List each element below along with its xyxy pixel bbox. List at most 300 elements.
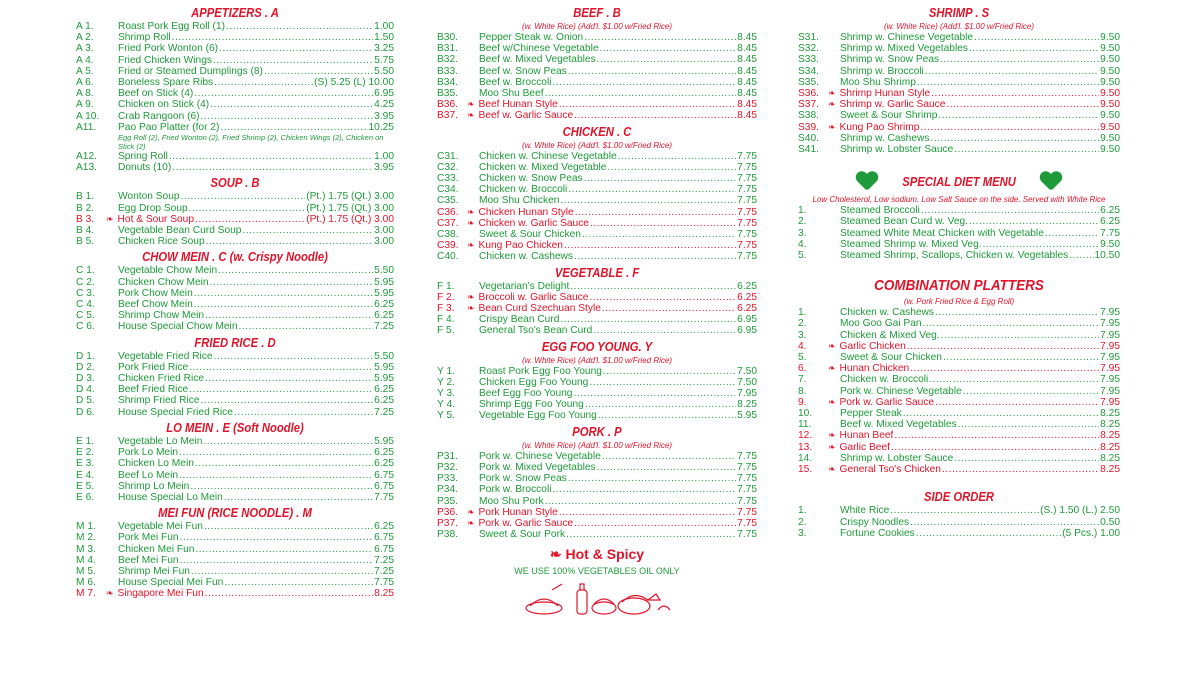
dot-leader: [593, 325, 736, 336]
menu-item: [437, 314, 757, 325]
pepper-icon: ❧: [106, 588, 114, 599]
item-price: 7.75: [737, 173, 757, 185]
item-code: F 3.: [437, 303, 455, 315]
item-name: Beef w. Broccoli: [479, 76, 552, 88]
item-name: Sweet & Sour Shrimp: [840, 110, 938, 122]
item-name: General Tso's Chicken: [839, 464, 941, 476]
item-code: B37.: [437, 110, 458, 122]
dot-leader: [894, 430, 1099, 441]
item-name: Shrimp Fried Rice: [118, 395, 200, 407]
item-name: Chicken Egg Foo Young: [479, 376, 589, 388]
item-name: Vegetarian's Delight: [479, 280, 570, 292]
item-code: M 6.: [76, 577, 96, 589]
item-code: P31.: [437, 450, 458, 462]
menu-item: [437, 281, 757, 292]
menu-item: [76, 88, 394, 99]
dot-leader: [589, 377, 736, 388]
menu-item: [76, 532, 394, 543]
item-code: C 1.: [76, 265, 95, 277]
item-price: 9.50: [1100, 121, 1120, 133]
item-price: 9.50: [1100, 65, 1120, 77]
section-friedrice: [76, 336, 394, 418]
pepper-icon: ❧: [106, 213, 114, 224]
item-code: B36.: [437, 99, 458, 111]
item-price: 7.75: [737, 484, 757, 496]
item-name: Vegetable Egg Foo Young: [479, 410, 597, 422]
item-name: Beef w/Chinese Vegetable: [479, 43, 599, 55]
item-price: 7.25: [374, 565, 394, 577]
item-price: 7.75: [737, 229, 757, 241]
item-price: 8.45: [737, 54, 757, 66]
menu-item: [798, 144, 1120, 155]
item-name: Shrimp w. Snow Peas: [840, 54, 940, 66]
dot-leader: [597, 54, 737, 65]
menu-item: [76, 277, 394, 288]
item-name: Beef w. Mixed Vegetables: [840, 419, 957, 431]
dot-leader: [205, 373, 373, 384]
item-code: B 3.: [76, 213, 95, 225]
item-name: Shrimp w. Broccoli: [840, 65, 924, 77]
item-code: C35.: [437, 195, 459, 207]
section-combo: [798, 264, 1120, 475]
menu-item: [798, 307, 1120, 318]
menu-item: [76, 577, 394, 588]
item-price: 9.50: [1100, 238, 1120, 250]
item-price: 7.75: [737, 240, 757, 252]
item-price: 8.25: [1100, 430, 1120, 442]
menu-item: [437, 240, 757, 251]
item-code: C34.: [437, 184, 459, 196]
menu-item: [798, 352, 1120, 363]
menu-item: [437, 195, 757, 206]
item-price: 6.75: [374, 532, 394, 544]
menu-item: [76, 122, 394, 133]
item-name: Pork w. Broccoli: [479, 484, 552, 496]
item-code: C40.: [437, 251, 459, 263]
hot-spicy-label: [437, 546, 757, 563]
item-price: 6.25: [374, 384, 394, 396]
item-price: 6.25: [737, 280, 757, 292]
item-name: Sweet & Sour Pork: [479, 529, 566, 541]
section-title: PORK . P: [572, 424, 622, 439]
item-price: 7.95: [1100, 318, 1120, 330]
item-price: 7.50: [737, 376, 757, 388]
menu-item: [76, 203, 394, 214]
item-price: 7.25: [374, 321, 394, 333]
dot-leader: [224, 492, 373, 503]
item-code: P38.: [437, 529, 458, 541]
dot-leader: [219, 43, 373, 54]
item-code: P33.: [437, 473, 458, 485]
item-code: 6.: [798, 363, 807, 375]
dot-leader: [189, 384, 373, 395]
dot-leader: [224, 577, 373, 588]
section-chicken: [437, 125, 757, 263]
item-name: Chicken & Mixed Veg.: [840, 329, 940, 341]
dot-leader: [916, 528, 1061, 539]
menu-item: [437, 99, 757, 110]
item-price: 7.95: [737, 388, 757, 400]
menu-item: [76, 447, 394, 458]
item-price: 6.95: [374, 88, 394, 100]
menu-item: [437, 484, 757, 495]
item-price: 6.75: [374, 469, 394, 481]
item-code: B31.: [437, 43, 458, 55]
item-code: 5.: [798, 250, 807, 262]
dot-leader: [180, 555, 374, 566]
menu-item: [437, 162, 757, 173]
item-code: C 3.: [76, 287, 95, 299]
item-code: 9.: [798, 396, 807, 408]
dot-leader: [1069, 250, 1093, 261]
menu-item: [798, 330, 1120, 341]
section-chowmein: [76, 250, 394, 332]
dot-leader: [190, 481, 373, 492]
item-price: 3.95: [374, 162, 394, 174]
pepper-icon: ❧: [467, 99, 475, 110]
menu-item: [798, 341, 1120, 352]
dot-leader: [618, 151, 737, 162]
item-note: Egg Roll (2), Fried Wonton (2), Fried Shrimp (2), Chicken Wings (2), Chicken on Stick (2): [118, 133, 384, 152]
dot-leader: [910, 363, 1099, 374]
item-name: Roast Pork Egg Roll (1): [118, 21, 226, 32]
menu-item: [76, 436, 394, 447]
dot-leader: [179, 447, 373, 458]
menu-item: [437, 292, 757, 303]
dot-leader: [194, 88, 373, 99]
menu-item: [437, 399, 757, 410]
column-left: [76, 6, 394, 603]
menu-item: [798, 408, 1120, 419]
menu-item: [798, 228, 1120, 239]
menu-item: [76, 321, 394, 332]
item-price: 8.45: [737, 32, 757, 43]
item-name: Shrimp Hunan Style: [839, 88, 931, 100]
item-name: Chicken w. Cashews: [840, 307, 934, 319]
section-pork: [437, 425, 757, 541]
dot-leader: [917, 77, 1099, 88]
item-name: Chicken Rice Soup: [118, 236, 205, 248]
dot-leader: [940, 54, 1099, 65]
item-name: Beef Chow Mein: [118, 299, 193, 311]
dot-leader: [205, 310, 373, 321]
item-code: B33.: [437, 65, 458, 77]
spacer: [798, 478, 1120, 490]
item-price: 10.25: [368, 121, 394, 133]
dot-leader: [545, 496, 737, 507]
item-code: M 2.: [76, 532, 96, 544]
item-code: 3.: [798, 329, 807, 341]
hot-spicy-legend: [437, 546, 757, 576]
item-price: 7.95: [1100, 329, 1120, 341]
item-code: P36.: [437, 506, 458, 518]
menu-item: [76, 151, 394, 162]
menu-item: [437, 303, 757, 314]
item-price: 7.25: [374, 406, 394, 418]
item-name: Beef Egg Foo Young: [479, 388, 573, 400]
pepper-icon: ❧: [467, 506, 475, 517]
dot-leader: [943, 352, 1099, 363]
item-code: P32.: [437, 461, 458, 473]
dot-leader: [942, 464, 1099, 475]
menu-item: [437, 496, 757, 507]
section-title: SOUP . B: [210, 176, 260, 191]
menu-item: [76, 299, 394, 310]
item-price: 7.95: [1100, 385, 1120, 397]
section-meifun: [76, 506, 394, 599]
item-code: C39.: [437, 240, 459, 252]
item-code: 2.: [798, 318, 807, 330]
item-price: 7.75: [374, 577, 394, 589]
section-title: FRIED RICE . D: [194, 335, 276, 350]
item-price: 6.25: [374, 299, 394, 311]
item-name: Pepper Steak w. Onion: [479, 32, 584, 43]
item-code: S31.: [798, 32, 819, 43]
dot-leader: [603, 366, 736, 377]
menu-item: [76, 521, 394, 532]
item-code: 14.: [798, 452, 813, 464]
menu-item: [437, 529, 757, 540]
section-title: EGG FOO YOUNG. Y: [541, 339, 653, 354]
item-code: F 1.: [437, 280, 455, 292]
section-title: CHOW MEIN . C (w. Crispy Noodle): [142, 250, 328, 265]
item-name: Chicken w. Broccoli: [840, 374, 929, 386]
item-name: Shrimp w. Mixed Vegetables: [840, 43, 968, 55]
dot-leader: [172, 32, 374, 43]
item-name: Roast Pork Egg Foo Young: [479, 365, 602, 377]
item-code: S34.: [798, 65, 819, 77]
item-code: E 4.: [76, 469, 95, 481]
menu-item: [76, 373, 394, 384]
menu-item: [76, 555, 394, 566]
item-price: 9.50: [1100, 76, 1120, 88]
item-code: 4.: [798, 340, 807, 352]
menu-item: [76, 544, 394, 555]
item-code: M 1.: [76, 521, 96, 533]
menu-item: [798, 43, 1120, 54]
item-code: C33.: [437, 173, 459, 185]
section-eggfooyoung: [437, 340, 757, 422]
item-price: 7.75: [737, 206, 757, 218]
dot-leader: [907, 341, 1099, 352]
item-name: Shrimp w. Cashews: [840, 132, 930, 144]
item-code: 1.: [798, 205, 807, 217]
item-price: 6.25: [1100, 205, 1120, 217]
item-name: Beef on Stick (4): [118, 88, 194, 100]
menu-item: [76, 362, 394, 373]
item-name: Pork Fried Rice: [118, 361, 189, 373]
menu-item: [798, 397, 1120, 408]
menu-item: [76, 458, 394, 469]
menu-item: [437, 88, 757, 99]
item-name: Pork w. Chinese Vegetable: [479, 450, 601, 462]
item-name: Beef Mei Fun: [118, 554, 179, 566]
pepper-icon: ❧: [828, 396, 836, 407]
menu-item: [798, 54, 1120, 65]
section-shrimp: [798, 6, 1120, 155]
item-code: S37.: [798, 99, 819, 111]
dot-leader: [552, 484, 736, 495]
dot-leader: [600, 43, 737, 54]
menu-item: [798, 430, 1120, 441]
pepper-icon: ❧: [828, 430, 836, 441]
item-price: 7.75: [737, 184, 757, 196]
item-price: 7.75: [737, 495, 757, 507]
item-name: Steamed Shrimp, Scallops, Chicken w. Vegetables: [840, 250, 1069, 262]
dot-leader: [564, 240, 736, 251]
dot-leader: [969, 43, 1099, 54]
item-code: 1.: [798, 505, 807, 517]
item-price: 9.50: [1100, 132, 1120, 144]
dot-leader: [584, 32, 736, 43]
menu-item: [76, 55, 394, 66]
item-code: P34.: [437, 484, 458, 496]
menu-item: [76, 588, 394, 599]
item-name: Vegetable Mei Fun: [118, 521, 203, 533]
dot-leader: [935, 307, 1099, 318]
item-code: A13.: [76, 162, 97, 174]
item-price: (Pt.) 1.75 (Qt.) 3.00: [306, 191, 394, 203]
section-title: SIDE ORDER: [923, 490, 995, 505]
item-code: C32.: [437, 161, 459, 173]
dot-leader: [963, 386, 1099, 397]
item-price: 7.95: [1100, 374, 1120, 386]
section-subtitle: (w. White Rice) (Add'l. $1.00 w/Fried Rice): [521, 355, 672, 365]
item-code: 5.: [798, 352, 807, 364]
menu-item: [798, 386, 1120, 397]
diet-icons: [798, 172, 1120, 192]
menu-item: [798, 110, 1120, 121]
item-code: S36.: [798, 88, 819, 100]
item-price: 5.95: [374, 287, 394, 299]
item-name: House Special Chow Mein: [118, 321, 238, 333]
dot-leader: [552, 77, 736, 88]
item-price: (Pt.) 1.75 (Qt.) 3.00: [306, 213, 394, 225]
menu-item: [76, 225, 394, 236]
item-price: 7.95: [1100, 363, 1120, 375]
menu-item: [437, 110, 757, 121]
dot-leader: [903, 408, 1099, 419]
menu-item: [76, 21, 394, 32]
dot-leader: [226, 21, 373, 32]
pepper-icon: ❧: [467, 517, 475, 528]
menu-item: [76, 351, 394, 362]
item-name: Moo Shu Chicken: [479, 195, 560, 207]
item-code: A 5.: [76, 65, 94, 77]
section-subtitle: (w. Pork Fried Rice & Egg Roll): [903, 297, 1015, 307]
dot-leader: [205, 588, 374, 599]
item-price: 7.75: [737, 150, 757, 162]
dot-leader: [194, 288, 373, 299]
item-name: Pork w. Garlic Sauce: [839, 396, 935, 408]
menu-item: [76, 384, 394, 395]
item-price: 6.25: [374, 458, 394, 470]
menu-item: [76, 395, 394, 406]
dot-leader: [189, 362, 373, 373]
item-code: C36.: [437, 206, 459, 218]
menu-item: [437, 366, 757, 377]
item-price: 7.75: [737, 450, 757, 462]
column-middle: [437, 6, 757, 618]
dot-leader: [574, 518, 736, 529]
item-name: Beef Lo Mein: [118, 469, 179, 481]
item-price: (S) 5.25 (L) 10.00: [314, 77, 394, 89]
item-code: E 3.: [76, 458, 95, 470]
item-price: 5.95: [737, 410, 757, 422]
item-name: Beef w. Garlic Sauce: [478, 110, 574, 122]
pepper-icon: ❧: [828, 340, 836, 351]
item-price: 3.95: [374, 110, 394, 122]
item-name: Hunan Chicken: [839, 363, 910, 375]
menu-item: [76, 111, 394, 122]
item-code: C 5.: [76, 310, 95, 322]
section-vegetable: [437, 266, 757, 337]
item-code: Y 2.: [437, 376, 455, 388]
item-name: Hot & Sour Soup: [117, 213, 194, 225]
menu-item: [437, 77, 757, 88]
dot-leader: [946, 99, 1099, 110]
item-code: C 4.: [76, 299, 95, 311]
dot-leader: [923, 318, 1100, 329]
menu-item: [437, 388, 757, 399]
item-code: 2.: [798, 516, 807, 528]
menu-item: [798, 318, 1120, 329]
menu-item: [798, 442, 1120, 453]
item-price: 1.00: [374, 21, 394, 32]
section-title: APPETIZERS . A: [191, 6, 279, 20]
item-code: 11.: [798, 419, 812, 431]
item-price: 8.45: [737, 99, 757, 111]
dot-leader: [890, 505, 1039, 516]
menu-item: [798, 419, 1120, 430]
item-name: Pao Pao Platter (for 2): [118, 121, 220, 133]
item-name: Bean Curd Szechuan Style: [478, 303, 601, 315]
item-code: D 5.: [76, 395, 95, 407]
menu-item: [798, 66, 1120, 77]
dot-leader: [597, 462, 737, 473]
item-price: 4.25: [374, 99, 394, 111]
pepper-icon: ❧: [467, 303, 475, 314]
dot-leader: [891, 442, 1099, 453]
spacer: [798, 264, 1120, 276]
item-price: 3.25: [374, 43, 394, 55]
item-name: Broccoli w. Garlic Sauce: [478, 291, 589, 303]
item-price: 6.25: [737, 303, 757, 315]
menu-item: [76, 99, 394, 110]
item-price: (Pt.) 1.75 (Qt.) 3.00: [306, 202, 394, 214]
item-price: 6.25: [374, 521, 394, 533]
column-right: [798, 6, 1120, 542]
dot-leader: [974, 32, 1099, 43]
menu-item: [76, 214, 394, 225]
heart-icon: [856, 172, 878, 192]
dot-leader: [931, 88, 1099, 99]
dot-leader: [598, 410, 736, 421]
item-name: Steamed White Meat Chicken with Vegetable: [840, 227, 1044, 239]
dot-leader: [929, 374, 1099, 385]
item-price: 6.25: [737, 291, 757, 303]
item-price: 8.45: [737, 43, 757, 55]
menu-item: [437, 229, 757, 240]
item-price: 6.25: [374, 395, 394, 407]
spacer: [798, 158, 1120, 166]
menu-item: [798, 133, 1120, 144]
item-name: Vegetable Lo Mein: [118, 435, 203, 447]
item-name: Pork Lo Mein: [118, 447, 179, 459]
dot-leader: [559, 507, 736, 518]
dot-leader: [958, 419, 1100, 430]
item-name: Wonton Soup: [118, 191, 180, 203]
